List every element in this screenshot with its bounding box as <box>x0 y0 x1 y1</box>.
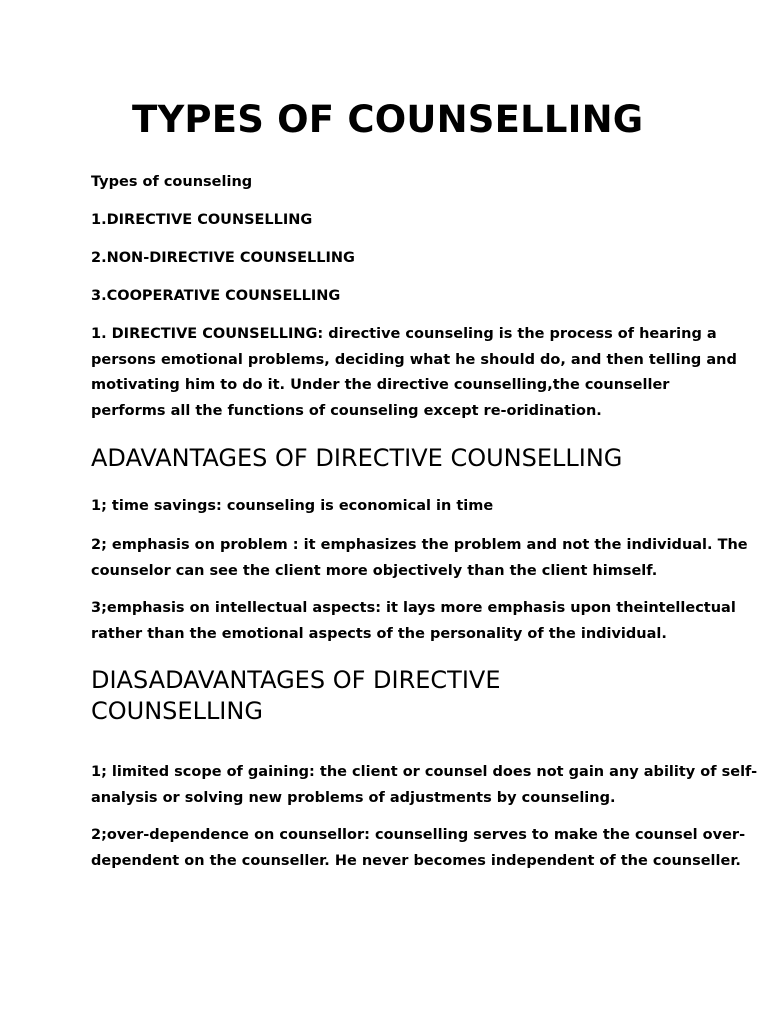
advantage-item-3 <box>91 596 736 647</box>
disadvantage-item-2 <box>91 823 746 874</box>
paragraph-line: performs all the functions of counseling except re-oridination. <box>91 402 602 419</box>
heading-line: ADAVANTAGES OF DIRECTIVE COUNSELLING <box>91 444 623 472</box>
advantages-heading <box>91 443 622 474</box>
paragraph-line: 2;over-dependence on counsellor: counselling serves to make the counsel over- <box>91 827 746 843</box>
paragraph-line: counselor can see the client more objectively than the client himself. <box>91 562 658 579</box>
paragraph-line: 1. DIRECTIVE COUNSELLING: directive counseling is the process of hearing a <box>91 326 717 342</box>
advantage-item-2 <box>91 533 748 584</box>
paragraph-line: rather than the emotional aspects of the personality of the individual. <box>91 625 667 642</box>
paragraph-line: motivating him to do it. Under the directive counselling,the counseller <box>91 377 670 393</box>
paragraph-line: dependent on the counseller. He never becomes independent of the counseller. <box>91 852 741 869</box>
list-item-cooperative: 3.COOPERATIVE COUNSELLING <box>91 288 341 304</box>
paragraph-line: 3;emphasis on intellectual aspects: it lays more emphasis upon theintellectual <box>91 600 736 616</box>
paragraph-line: 1; time savings: counseling is economical in time <box>91 498 494 514</box>
paragraph-line: persons emotional problems, deciding what he should do, and then telling and <box>91 351 737 368</box>
advantage-item-1 <box>91 494 691 520</box>
paragraph-line: 1; limited scope of gaining: the client or counsel does not gain any ability of self- <box>91 764 758 780</box>
heading-line: DIASADAVANTAGES OF DIRECTIVE <box>91 666 501 694</box>
disadvantages-heading <box>91 665 501 727</box>
heading-line: COUNSELLING <box>91 697 263 725</box>
list-item-directive: 1.DIRECTIVE COUNSELLING <box>91 212 313 228</box>
disadvantage-item-1 <box>91 760 758 811</box>
definition-paragraph <box>91 322 737 424</box>
paragraph-line: analysis or solving new problems of adjustments by counseling. <box>91 789 616 806</box>
list-item-non-directive: 2.NON-DIRECTIVE COUNSELLING <box>91 250 355 266</box>
intro-text: Types of counseling <box>91 174 253 190</box>
paragraph-line: 2; emphasis on problem : it emphasizes the problem and not the individual. The <box>91 537 748 553</box>
document-title: TYPES OF COUNSELLING <box>132 98 644 141</box>
